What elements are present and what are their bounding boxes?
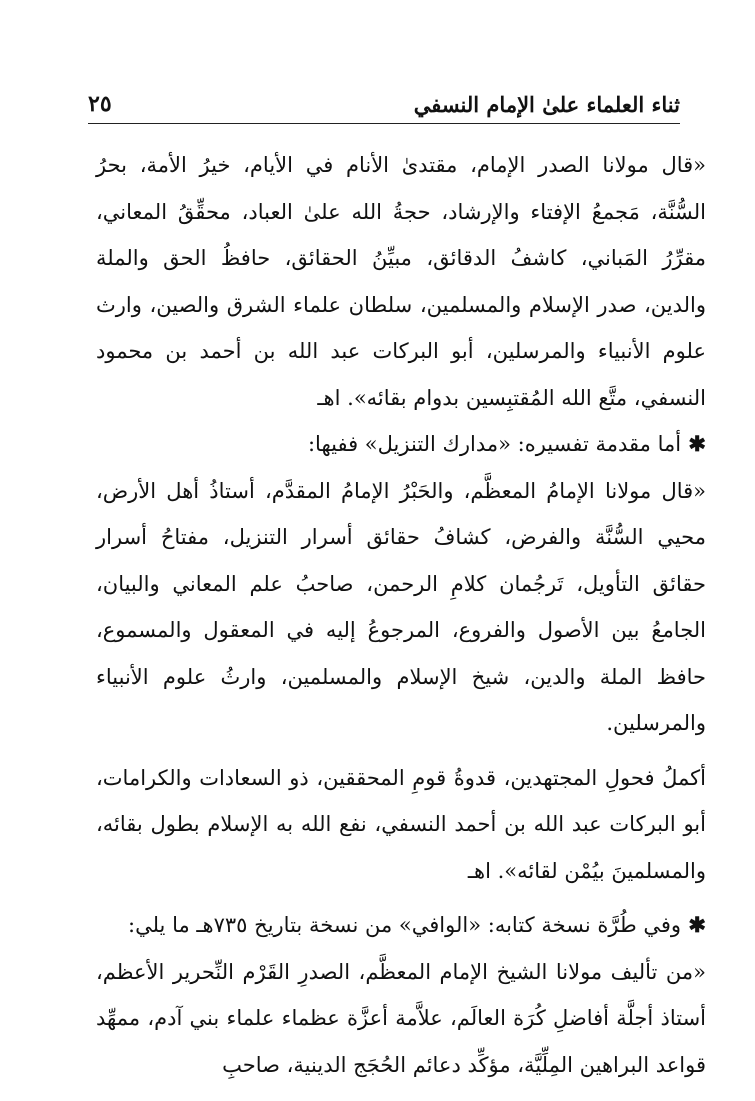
page-number: ٢٥ [88,91,112,117]
paragraph-3: «قال مولانا الإمامُ المعظَّم، والحَبْرُ الإمامُ المقدَّم، أستاذُ أهل الأرض، محيي السُّنَّة والفرض، كشافُ حقائق أسرار التنزيل، مفتاحُ أسرار حقائق التأويل، تَرجُمان كلامِ الرحمن، صاحبُ علم المعاني والبيان، الجامعُ بين الأصول والفروع، المرجوعُ إليه في المعقول والمسموع، حافظ الملة والدين، شيخ الإسلام والمسلمين، وارثُ علوم الأنبياء والمرسلين. [96,478,706,735]
paragraph-5-text: وفي طُرَّة نسخة كتابه: «الوافي» من نسخة بتاريخ ٧٣٥هـ ما يلي: [128,913,682,937]
paragraph-1: «قال مولانا الصدر الإمام، مقتدىٰ الأنام في الأيام، خيرُ الأمة، بحرُ السُّنَّة، مَجمعُ الإفتاء والإرشاد، حجةُ الله علىٰ العباد، محقِّقُ المعاني، مقرِّرُ المَباني، كاشفُ الدقائق، مبيِّنُ الحقائق، حافظُ الحق والملة والدين، صدر الإسلام والمسلمين، سلطان علماء الشرق والصين، وارث علوم الأنبياء والمرسلين، أبو البركات عبد الله بن أحمد بن محمود النسفي، متَّع الله المُقتبِسين بدوام بقائه». اهـ [96,153,706,410]
paragraph-5-bullet [96,894,706,949]
running-header [88,84,680,124]
paragraph-6: «من تأليف مولانا الشيخ الإمام المعظَّم، الصدرِ القَرْم النِّحرير الأعظم، أستاذ أجلَّة أفاضلِ كُرَة العالَم، علاَّمة أعزَّة عظماء علماء بني آدم، ممهِّد قواعد البراهين المِلِّيَّة، مؤكِّد دعائم الحُجَج الدينية، صاحبِ [96,959,706,1077]
page-body [96,142,706,1088]
paragraph-4: أكملُ فحولِ المجتهدين، قدوةُ قومِ المحققين، ذو السعادات والكرامات، أبو البركات عبد الله بن أحمد النسفي، نفع الله به الإسلام بطول بقائه، والمسلمينَ بيُمْن لقائه». اهـ [96,765,706,883]
paragraph-2-text: أما مقدمة تفسيره: «مدارك التنزيل» ففيها: [307,432,682,456]
running-title: ثناء العلماء علىٰ الإمام النسفي [413,92,680,117]
bullet-star-icon: ✱ [681,912,706,937]
paragraph-2-bullet [96,421,706,468]
bullet-star-icon: ✱ [681,431,706,456]
